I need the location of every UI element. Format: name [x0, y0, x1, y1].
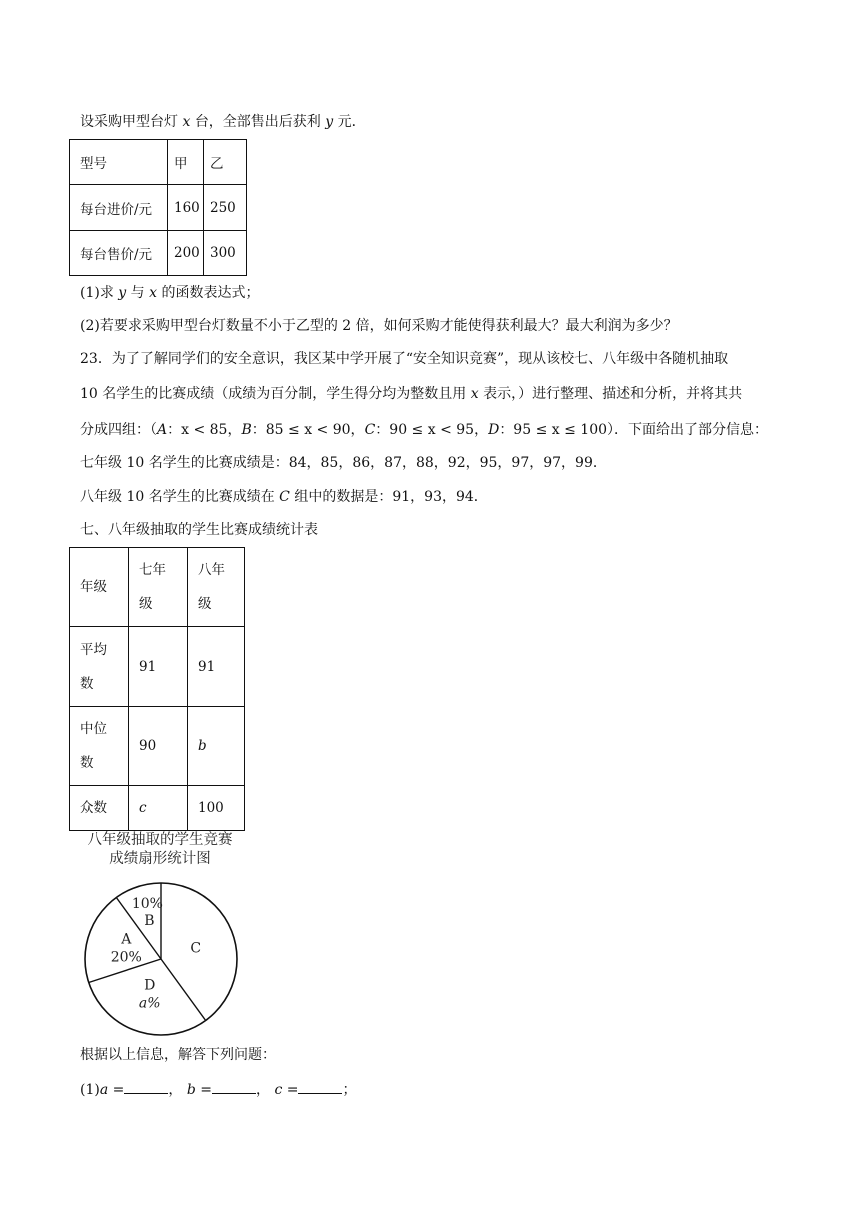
group-c-cond: ：90 ≤ x < 95， [375, 422, 489, 438]
cell-mode-7: c [129, 786, 188, 831]
cell-grade8-line2: 级 [198, 596, 212, 612]
pie-label-b: B [144, 913, 155, 930]
pie-label-c: C [190, 940, 202, 957]
cell-median-label [70, 707, 129, 786]
q22-part2 [80, 316, 678, 336]
q22-1-text-b: 与 [130, 285, 145, 301]
answer-c-blank[interactable] [298, 1079, 342, 1094]
q22-2-text-a: (2)若要求采购甲型台灯数量不小于乙型的 [80, 318, 338, 334]
score-stats-table [69, 547, 245, 831]
cell-cost-yi: 250 [204, 185, 247, 231]
intro-text-1: 设采购甲型台灯 [80, 114, 178, 130]
cell-mean-line1: 平均 [80, 641, 107, 658]
cell-median-line1: 中位 [80, 721, 107, 737]
q22-2-number: 2 [342, 318, 352, 334]
cell-cost-label: 每台进价/元 [70, 185, 168, 231]
cell-mean-line2: 数 [80, 675, 94, 692]
pie-value-a: 20% [110, 949, 142, 966]
cell-price-jia: 200 [168, 231, 204, 276]
q23-line2-x: x [470, 386, 479, 402]
cell-grade7-line1: 七年 [139, 562, 166, 578]
cell-grade8 [188, 548, 245, 627]
var-y: y [325, 114, 334, 130]
pie-chart [80, 878, 242, 1040]
cell-mode-label: 众数 [70, 786, 129, 831]
cell-grade7 [129, 548, 188, 627]
q23-line1: 23．为了了解同学们的安全意识，我区某中学开展了“安全知识竞赛”，现从该校七、八年级中各随机抽取 [80, 351, 729, 367]
group-b-label: B [241, 422, 252, 438]
answer-end: ； [342, 1082, 357, 1098]
cell-median-line2: 数 [80, 755, 94, 771]
q22-part1 [80, 283, 259, 303]
answer-a-blank[interactable] [124, 1079, 168, 1094]
cell-header-yi: 乙 [204, 140, 247, 185]
group-a-cond: ：x < 85， [167, 422, 242, 438]
group-d-label: D [488, 422, 500, 438]
intro-line [80, 112, 366, 132]
pie-value-b: 10% [131, 896, 163, 913]
q23-line2 [80, 384, 742, 404]
cell-mean-8: 91 [188, 627, 245, 707]
cell-mean-7: 91 [129, 627, 188, 707]
q23-line5-b: 组中的数据是：91，93，94． [294, 489, 488, 505]
price-table [69, 139, 247, 276]
cell-mean-label [70, 627, 129, 707]
pie-value-d: a% [138, 995, 161, 1012]
table2-title: 七、八年级抽取的学生比赛成绩统计表 [80, 522, 318, 538]
cell-price-yi: 300 [204, 231, 247, 276]
cell-median-7: 90 [129, 707, 188, 786]
group-c-label: C [364, 422, 376, 438]
cell-cost-jia: 160 [168, 185, 204, 231]
group-d-cond: ：95 ≤ x ≤ 100 [499, 422, 608, 438]
answer-a-label: a = [99, 1082, 125, 1098]
answer-intro: 根据以上信息，解答下列问题： [80, 1047, 276, 1063]
q23-line2-a: 10 名学生的比赛成绩（成绩为百分制，学生得分均为整数且用 [80, 386, 467, 402]
group-a-label: A [157, 422, 168, 438]
cell-header-jia: 甲 [168, 140, 204, 185]
cell-median-8: b [188, 707, 245, 786]
q23-line4: 七年级 10 名学生的比赛成绩是：84，85，86，87，88，92，95，97，97，99． [80, 455, 607, 471]
cell-header-type: 型号 [70, 140, 168, 185]
q23-line5 [80, 487, 488, 507]
answer-b-blank[interactable] [212, 1079, 256, 1094]
chart-title-line1: 八年级抽取的学生竞赛 [87, 832, 233, 848]
q23-line5-a: 八年级 10 名学生的比赛成绩在 [80, 489, 275, 505]
chart-title-line2: 成绩扇形统计图 [109, 851, 211, 867]
cell-mode-8: 100 [188, 786, 245, 831]
answer-b-label: b = [186, 1082, 212, 1098]
answer-sep-2: ， [255, 1082, 270, 1098]
q23-line5-c: C [279, 489, 290, 505]
answer-sep-1: ， [168, 1082, 183, 1098]
cell-price-label: 每台售价/元 [70, 231, 168, 276]
cell-grade7-line2: 级 [139, 596, 153, 612]
intro-text-2: 台，全部售出后获利 [194, 114, 321, 130]
answer-c-label: c = [274, 1082, 299, 1098]
q23-line3-a: 分成四组：（ [80, 422, 157, 438]
pie-label-a: A [121, 931, 132, 948]
q23-line3 [80, 420, 768, 440]
q23-line2-b: 表示，）进行整理、描述和分析，并将其共 [483, 386, 743, 402]
cell-grade-label: 年级 [70, 548, 129, 627]
group-b-cond: ：85 ≤ x < 90， [251, 422, 365, 438]
q22-1-var-x: x [149, 285, 158, 301]
answer-q1-num: (1) [80, 1082, 100, 1098]
chart-title [60, 831, 260, 869]
q22-2-text-b: 倍，如何采购才能使得获利最大？最大利润为多少？ [355, 318, 678, 334]
pie-label-d: D [144, 977, 156, 994]
intro-text-3: 元． [337, 114, 366, 130]
cell-grade8-line1: 八年 [198, 562, 225, 578]
q23-line3-b: ）．下面给出了部分信息： [607, 422, 769, 438]
q22-1-text-a: (1)求 [80, 285, 114, 301]
answer-q1 [80, 1079, 356, 1100]
q22-1-var-y: y [118, 285, 127, 301]
q22-1-text-c: 的函数表达式； [161, 285, 260, 301]
var-x: x [182, 114, 191, 130]
